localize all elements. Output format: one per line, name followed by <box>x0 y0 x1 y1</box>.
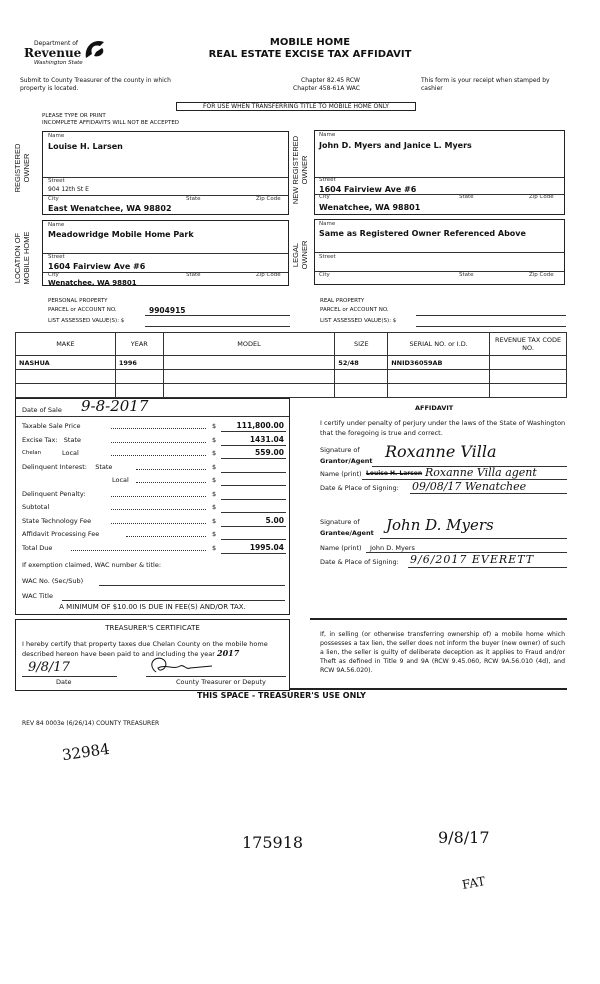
currency-sign: $ <box>212 462 217 471</box>
submit-note: Submit to County Treasurer of the county in which property is located. <box>20 77 171 92</box>
tax-row-label: Taxable Sale Price <box>22 422 81 430</box>
registered-owner-label: REGISTERED OWNER <box>13 143 31 193</box>
grantee-sig-label1: Signature of <box>320 518 360 526</box>
legal-owner-box: Name Same as Registered Owner Referenced Above Street City State Zip Code <box>314 219 565 285</box>
location-street[interactable]: 1604 Fairview Ave #6 <box>48 262 146 271</box>
legal-owner-label: LEGAL OWNER <box>291 240 309 270</box>
handwritten-initials: FAT <box>460 874 487 892</box>
grantor-sig-label1: Signature of <box>320 446 360 454</box>
form-number: REV 84 0003e (6/26/14) COUNTY TREASURER <box>22 720 160 727</box>
grantee-date-label: Date & Place of Signing: <box>320 558 399 566</box>
affidavit-heading: AFFIDAVIT <box>415 404 454 412</box>
grantee-sig-label2: Grantee/Agent <box>320 529 374 537</box>
tax-row-amount[interactable]: 111,800.00 <box>236 421 284 430</box>
table-row: NASHUA 1996 52/48 NNID36059AB <box>16 356 567 370</box>
grantee-name[interactable]: John D. Myers <box>370 544 415 552</box>
location-name[interactable]: Meadowridge Mobile Home Park <box>48 230 194 239</box>
tax-row-label: Delinquent Interest: State <box>22 462 113 471</box>
mobile-home-table <box>15 332 567 398</box>
personal-property-heading: PERSONAL PROPERTY <box>48 298 108 304</box>
grantee-signature[interactable]: John D. Myers <box>386 516 494 534</box>
treasurer-cert-date[interactable]: 9/8/17 <box>28 660 70 675</box>
currency-sign: $ <box>212 449 217 457</box>
tax-computation-box <box>15 398 290 615</box>
registered-owner-city[interactable]: East Wenatchee, WA 98802 <box>48 204 172 213</box>
logo-line3: Washington State <box>34 60 83 66</box>
table-header-row <box>16 333 567 356</box>
logo-line1: Department of <box>34 40 78 47</box>
form-title-line1: MOBILE HOME <box>269 37 351 48</box>
table-row <box>16 370 567 384</box>
new-owner-city[interactable]: Wenatchee, WA 98801 <box>319 203 421 212</box>
legal-owner-name[interactable]: Same as Registered Owner Referenced Above <box>319 229 526 238</box>
treasurer-use-only: THIS SPACE - TREASURER'S USE ONLY <box>197 691 366 700</box>
tax-row-amount[interactable]: 559.00 <box>255 448 284 457</box>
grantor-name-label: Name (print) <box>320 470 362 478</box>
tax-row-label: Total Due <box>22 543 53 552</box>
leader-dots <box>136 482 206 483</box>
tax-row-prefix: Chelan <box>22 450 42 456</box>
instructions-line2: INCOMPLETE AFFIDAVITS WILL NOT BE ACCEPTED <box>42 120 180 126</box>
location-label: LOCATION OF MOBILE HOME <box>13 231 31 285</box>
tax-row-amount[interactable]: 1995.04 <box>249 542 284 552</box>
tax-row-amount[interactable]: 5.00 <box>265 515 284 525</box>
tax-row-label: Affidavit Processing Fee <box>22 530 100 538</box>
chapter-wac: Chapter 458-61A WAC <box>293 85 360 92</box>
currency-sign: $ <box>212 476 217 484</box>
new-owner-label: NEW REGISTERED OWNER <box>291 135 309 205</box>
transfer-banner: FOR USE WHEN TRANSFERRING TITLE TO MOBILE HOME ONLY <box>176 102 416 111</box>
treasurer-cert-heading: TREASURER'S CERTIFICATE <box>105 624 200 632</box>
registered-owner-street[interactable]: 904 12th St E <box>48 186 89 193</box>
col-serial: SERIAL NO. or I.D. <box>388 333 490 356</box>
tax-row-label: Subtotal <box>22 503 50 511</box>
col-make: MAKE <box>16 333 116 356</box>
leader-dots <box>111 523 206 524</box>
leader-dots <box>136 469 206 470</box>
leader-dots <box>71 550 206 551</box>
handwritten-number-1: 32984 <box>60 739 111 765</box>
grantor-date[interactable]: 09/08/17 Wenatchee <box>412 480 527 493</box>
date-of-sale[interactable]: 9-8-2017 <box>81 397 149 415</box>
treasurer-cert-text: I hereby certify that property taxes due Chelan County on the mobile home described hereon have been paid to and including the year 2017 <box>22 640 268 658</box>
registered-owner-name[interactable]: Louise H. Larsen <box>48 142 123 151</box>
personal-assessed-label: LIST ASSESSED VALUE(S): $ <box>48 318 125 324</box>
currency-sign: $ <box>212 435 217 444</box>
chapter-rcw: Chapter 82.45 RCW <box>301 77 360 84</box>
form-title-line2: REAL ESTATE EXCISE TAX AFFIDAVIT <box>208 49 412 60</box>
leader-dots <box>111 428 206 429</box>
currency-sign: $ <box>212 422 217 430</box>
wac-no-label: WAC No. (Sec/Sub) <box>22 577 84 585</box>
tax-row-label: Excise Tax: State <box>22 435 81 444</box>
leader-dots <box>126 536 206 537</box>
minimum-note: A MINIMUM OF $10.00 IS DUE IN FEE(S) AND/OR TAX. <box>59 603 246 611</box>
new-owner-name[interactable]: John D. Myers and Janice L. Myers <box>319 141 472 150</box>
currency-sign: $ <box>212 530 217 538</box>
instructions-line1: PLEASE TYPE OR PRINT <box>42 113 106 119</box>
handwritten-date: 9/8/17 <box>438 828 490 847</box>
personal-parcel-label: PARCEL or ACCOUNT NO. <box>48 307 117 313</box>
lien-notice: If, in selling (or otherwise transferring ownership of) a mobile home which possesses a tax lien, the seller does not inform the buyer (new owner) of such a lien, the seller is guilty of deliberate deception as it applies to Fraud and/or Theft as defined in Title 9 and 9A (RCW 9.45.060, RCW 9A.56.010 (4d), and RCW 9A.56.020). <box>320 631 565 674</box>
new-owner-street[interactable]: 1604 Fairview Ave #6 <box>319 185 417 194</box>
table-row <box>16 384 567 398</box>
grantor-name-hand[interactable]: Roxanne Villa agent <box>425 466 537 479</box>
real-assessed-label: LIST ASSESSED VALUE(S): $ <box>320 318 397 324</box>
grantor-name-struck: Louise H. Larsen <box>366 470 423 477</box>
grantor-sig-label2: Grantor/Agent <box>320 457 373 465</box>
tax-row-label: Local <box>112 476 129 484</box>
treasurer-sig-label: County Treasurer or Deputy <box>176 678 266 686</box>
col-revenue-code: REVENUE TAX CODE NO. <box>490 333 567 356</box>
currency-sign: $ <box>212 516 217 525</box>
tax-row-amount[interactable]: 1431.04 <box>249 434 284 444</box>
grantor-date-label: Date & Place of Signing: <box>320 484 399 492</box>
treasurer-date-label: Date <box>56 678 72 686</box>
treasurer-signature-icon <box>146 654 216 678</box>
registered-owner-box: Name Louise H. Larsen Street 904 12th St E City State Zip Code East Wenatchee, WA 98802 <box>42 131 289 215</box>
grantee-name-label: Name (print) <box>320 544 362 552</box>
grantee-date[interactable]: 9/6/2017 EVERETT <box>410 553 535 566</box>
leader-dots <box>111 496 206 497</box>
tax-row-label: Local <box>62 449 79 457</box>
grantor-signature[interactable]: Roxanne Villa <box>385 442 497 461</box>
logo-line2: Revenue <box>24 46 82 60</box>
treasurer-certificate-box <box>15 619 290 691</box>
col-model: MODEL <box>163 333 335 356</box>
new-owner-box: Name John D. Myers and Janice L. Myers Street 1604 Fairview Ave #6 City State Zip Code Wenatchee, WA 98801 <box>314 130 565 215</box>
location-city[interactable]: Wenatchee, WA 98801 <box>48 279 137 287</box>
col-size: SIZE <box>335 333 388 356</box>
tax-row-label: Delinquent Penalty: <box>22 489 86 498</box>
exemption-label: If exemption claimed, WAC number & title: <box>22 561 162 569</box>
handwritten-number-2: 175918 <box>242 833 304 852</box>
treasurer-cert-year[interactable]: 2017 <box>217 648 240 658</box>
wac-title-label: WAC Title <box>22 592 53 600</box>
currency-sign: $ <box>212 543 217 552</box>
personal-parcel-value[interactable]: 9904915 <box>149 306 186 315</box>
real-property-heading: REAL PROPERTY <box>320 298 365 304</box>
real-parcel-label: PARCEL or ACCOUNT NO. <box>320 307 389 313</box>
currency-sign: $ <box>212 489 217 498</box>
leader-dots <box>111 509 206 510</box>
affidavit-certify: I certify under penalty of perjury under the laws of the State of Washington that the foregoing is true and correct. <box>320 419 566 437</box>
receipt-note: This form is your receipt when stamped by cashier <box>421 77 550 92</box>
leader-dots <box>111 442 206 443</box>
tax-row-label: State Technology Fee <box>22 516 92 525</box>
date-of-sale-label: Date of Sale <box>22 406 62 414</box>
location-box: Name Meadowridge Mobile Home Park Street 1604 Fairview Ave #6 City State Zip Code Wenatchee, WA 98801 <box>42 220 289 286</box>
leader-dots <box>111 455 206 456</box>
currency-sign: $ <box>212 503 217 511</box>
col-year: YEAR <box>115 333 163 356</box>
